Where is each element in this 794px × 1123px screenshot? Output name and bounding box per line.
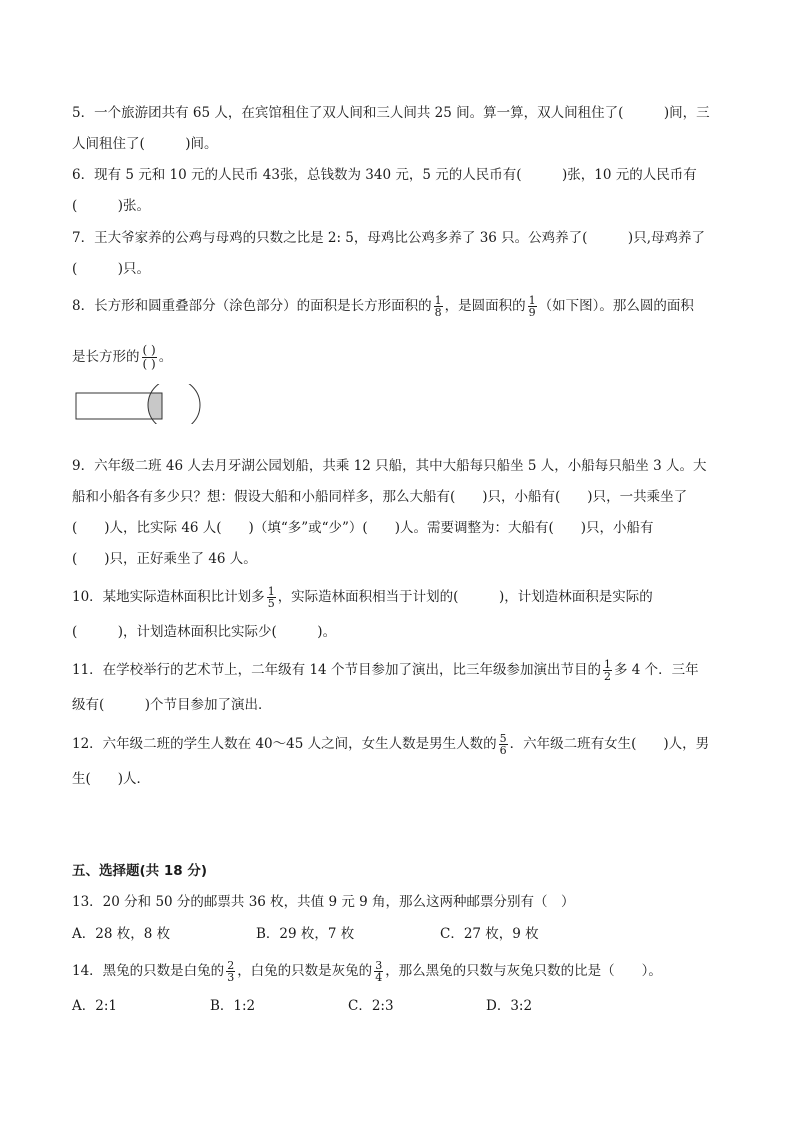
fraction-five-sixths: $\frac{5}{6}$: [499, 732, 507, 757]
q12-text2: ．六年级二班有女生( )人，男: [509, 736, 710, 752]
q8-text2: ，是圆面积的: [444, 298, 526, 314]
fraction-answer-blank: $\frac{( )}{( )}$: [142, 343, 156, 371]
q12-line2: 生( )人．: [72, 771, 151, 787]
q11-text1: 11．在学校举行的艺术节上，二年级有 14 个节目参加了演出，比三年级参加演出节目的: [72, 662, 601, 678]
q8-text3: （如下图）。那么圆的面积: [538, 298, 694, 314]
q9-line1: 9．六年级二班 46 人去月牙湖公园划船，共乘 12 只船，其中大船每只船坐 5 人，小船每只船坐 3 人。大: [72, 458, 707, 474]
q11-line1: [72, 659, 699, 682]
q8-line2-end: 。: [158, 349, 173, 365]
q7-line2: ( )只。: [72, 261, 151, 277]
q13-stem: 13．20 分和 50 分的邮票共 36 枚，共值 9 元 9 角，那么这两种邮票分别有（ ）: [72, 894, 575, 910]
q14-stem: [72, 960, 662, 983]
shaded-overlap: [148, 384, 200, 424]
fraction-one-half: $\frac{1}{2}$: [603, 658, 611, 683]
fraction-one-fifth: $\frac{1}{5}$: [267, 585, 275, 610]
fraction-three-quarters: $\frac{3}{4}$: [375, 959, 383, 984]
q8-line2: [72, 344, 172, 371]
q13-option-c[interactable]: C．27 枚，9 枚: [440, 926, 539, 942]
q8-line1: [72, 295, 694, 318]
q8-line2-text: 是长方形的: [72, 349, 140, 365]
q9-line3: ( )人，比实际 46 人( )（填“多”或“少”）( )人。需要调整为：大船有( )只，小船有: [72, 520, 654, 536]
q7-line1: 7．王大爷家养的公鸡与母鸡的只数之比是 2: 5，母鸡比公鸡多养了 36 只。公鸡养了( )只,母鸡养了: [72, 230, 705, 246]
q14-option-b[interactable]: B．1:2: [210, 998, 256, 1014]
q6-line2: ( )张。: [72, 198, 151, 214]
q14-text1: 14．黑兔的只数是白兔的: [72, 963, 225, 979]
q14-option-d[interactable]: D．3:2: [486, 998, 533, 1014]
section-title: 五、选择题(共 18 分): [72, 863, 208, 879]
q8-text1: 8．长方形和圆重叠部分（涂色部分）的面积是长方形面积的: [72, 298, 432, 314]
q10-text2: ，实际造林面积相当于计划的( )，计划造林面积是实际的: [277, 589, 653, 605]
q11-line2: 级有( )个节目参加了演出．: [72, 697, 272, 713]
q5-line2: 人间租住了( )间。: [72, 136, 218, 152]
q10-line2: ( )，计划造林面积比实际少( )。: [72, 624, 337, 640]
q11-text2: 多 4 个．三年: [613, 662, 699, 678]
q13-option-b[interactable]: B．29 枚，7 枚: [256, 926, 355, 942]
fraction-two-thirds: $\frac{2}{3}$: [227, 959, 235, 984]
q10-line1: [72, 586, 653, 609]
q14-text2: ，白兔的只数是灰兔的: [237, 963, 373, 979]
q14-text3: ，那么黑兔的只数与灰兔只数的比是（ ）。: [385, 963, 662, 979]
fraction-one-ninth: $\frac{1}{9}$: [528, 294, 536, 319]
q10-text1: 10．某地实际造林面积比计划多: [72, 589, 265, 605]
q14-option-a[interactable]: A．2:1: [72, 998, 117, 1014]
q13-option-a[interactable]: A．28 枚，8 枚: [72, 926, 171, 942]
q12-line1: [72, 733, 709, 756]
q9-line2: 船和小船各有多少只？想：假设大船和小船同样多，那么大船有( )只，小船有( )只，一共乘坐了: [72, 489, 688, 505]
rectangle-circle-figure: [74, 384, 206, 424]
q12-text1: 12．六年级二班的学生人数在 40～45 人之间，女生人数是男生人数的: [72, 736, 497, 752]
q6-line1: 6．现有 5 元和 10 元的人民币 43张，总钱数为 340 元，5 元的人民币有( )张，10 元的人民币有: [72, 167, 697, 183]
q9-line4: ( )只，正好乘坐了 46 人。: [72, 551, 257, 567]
fraction-one-eighth: $\frac{1}{8}$: [434, 294, 442, 319]
q14-option-c[interactable]: C．2:3: [348, 998, 394, 1014]
q5-line1: 5．一个旅游团共有 65 人，在宾馆租住了双人间和三人间共 25 间。算一算，双人间租住了( )间，三: [72, 105, 710, 121]
